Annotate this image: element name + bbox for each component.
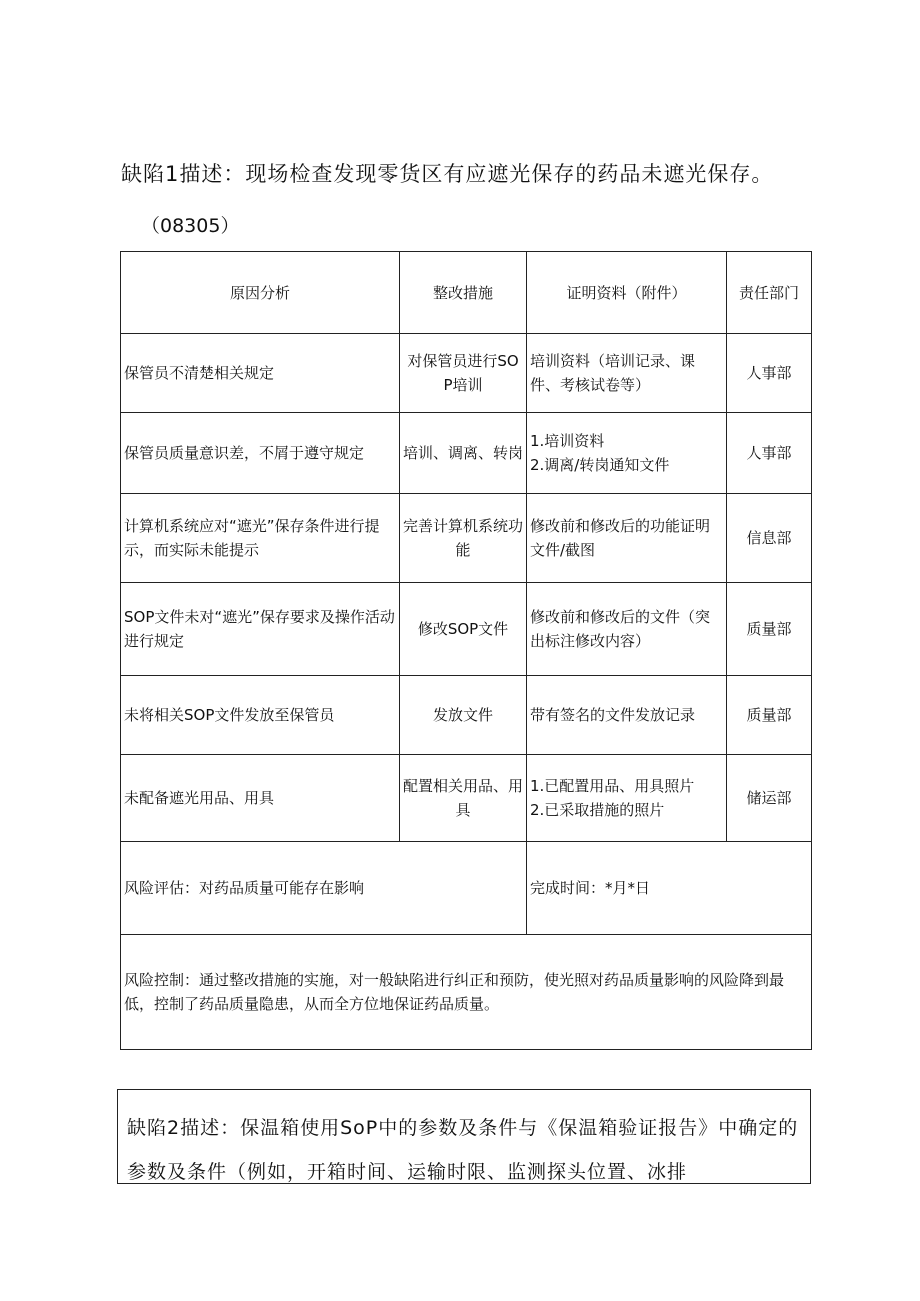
evidence-line: 2.调离/转岗通知文件 bbox=[530, 456, 670, 474]
risk-assessment-cell: 风险评估：对药品质量可能存在影响 bbox=[121, 842, 527, 935]
measure-cell: 发放文件 bbox=[400, 676, 527, 755]
defect1-title: 缺陷1描述：现场检查发现零货区有应遮光保存的药品未遮光保存。 bbox=[121, 162, 774, 186]
table-row bbox=[121, 583, 812, 676]
cause-cell: 保管员不清楚相关规定 bbox=[121, 334, 400, 413]
evidence-cell bbox=[527, 755, 727, 842]
table-row bbox=[121, 413, 812, 494]
evidence-cell bbox=[527, 494, 727, 583]
defect2-description-box bbox=[117, 1089, 811, 1184]
dept-cell: 质量部 bbox=[727, 676, 812, 755]
measure-cell: 修改SOP文件 bbox=[400, 583, 527, 676]
dept-cell: 人事部 bbox=[727, 334, 812, 413]
header-cause: 原因分析 bbox=[121, 252, 400, 334]
evidence-line: 修改前和修改后的文件（突出标注修改内容） bbox=[530, 608, 711, 650]
risk-control-row bbox=[121, 935, 812, 1050]
table-row bbox=[121, 755, 812, 842]
evidence-line: 培训资料（培训记录、课件、考核试卷等） bbox=[530, 352, 696, 394]
evidence-line: 1.培训资料 bbox=[530, 432, 605, 450]
table-row bbox=[121, 334, 812, 413]
cause-cell: 未将相关SOP文件发放至保管员 bbox=[121, 676, 400, 755]
cause-cell: 计算机系统应对“遮光”保存条件进行提示，而实际未能提示 bbox=[121, 494, 400, 583]
cause-cell: 未配备遮光用品、用具 bbox=[121, 755, 400, 842]
measure-cell: 培训、调离、转岗 bbox=[400, 413, 527, 494]
header-dept: 责任部门 bbox=[727, 252, 812, 334]
evidence-line: 1.已配置用品、用具照片 bbox=[530, 777, 695, 795]
table-row bbox=[121, 494, 812, 583]
dept-cell: 信息部 bbox=[727, 494, 812, 583]
completion-time-cell: 完成时间：*月*日 bbox=[527, 842, 812, 935]
cause-cell: SOP文件未对“遮光”保存要求及操作活动进行规定 bbox=[121, 583, 400, 676]
measure-cell: 配置相关用品、用具 bbox=[400, 755, 527, 842]
dept-cell: 质量部 bbox=[727, 583, 812, 676]
evidence-cell bbox=[527, 413, 727, 494]
evidence-cell bbox=[527, 334, 727, 413]
evidence-cell bbox=[527, 583, 727, 676]
corrective-action-table bbox=[120, 251, 812, 1050]
measure-cell: 对保管员进行SOP培训 bbox=[400, 334, 527, 413]
defect2-text: 缺陷2描述：保温箱使用SoP中的参数及条件与《保温箱验证报告》中确定的参数及条件（例如，开箱时间、运输时限、监测探头位置、冰排 bbox=[127, 1117, 799, 1183]
cause-cell: 保管员质量意识差，不屑于遵守规定 bbox=[121, 413, 400, 494]
risk-row bbox=[121, 842, 812, 935]
header-measure: 整改措施 bbox=[400, 252, 527, 334]
dept-cell: 人事部 bbox=[727, 413, 812, 494]
table-header-row bbox=[121, 252, 812, 334]
evidence-line: 修改前和修改后的功能证明文件/截图 bbox=[530, 517, 711, 559]
table-row bbox=[121, 676, 812, 755]
evidence-line: 2.已采取措施的照片 bbox=[530, 801, 665, 819]
dept-cell: 储运部 bbox=[727, 755, 812, 842]
measure-cell: 完善计算机系统功能 bbox=[400, 494, 527, 583]
risk-control-cell: 风险控制：通过整改措施的实施，对一般缺陷进行纠正和预防，使光照对药品质量影响的风险降到最低，控制了药品质量隐患，从而全方位地保证药品质量。 bbox=[121, 935, 812, 1050]
evidence-cell bbox=[527, 676, 727, 755]
defect1-code: （08305） bbox=[141, 215, 240, 237]
header-evidence: 证明资料（附件） bbox=[527, 252, 727, 334]
evidence-line: 带有签名的文件发放记录 bbox=[530, 706, 696, 724]
